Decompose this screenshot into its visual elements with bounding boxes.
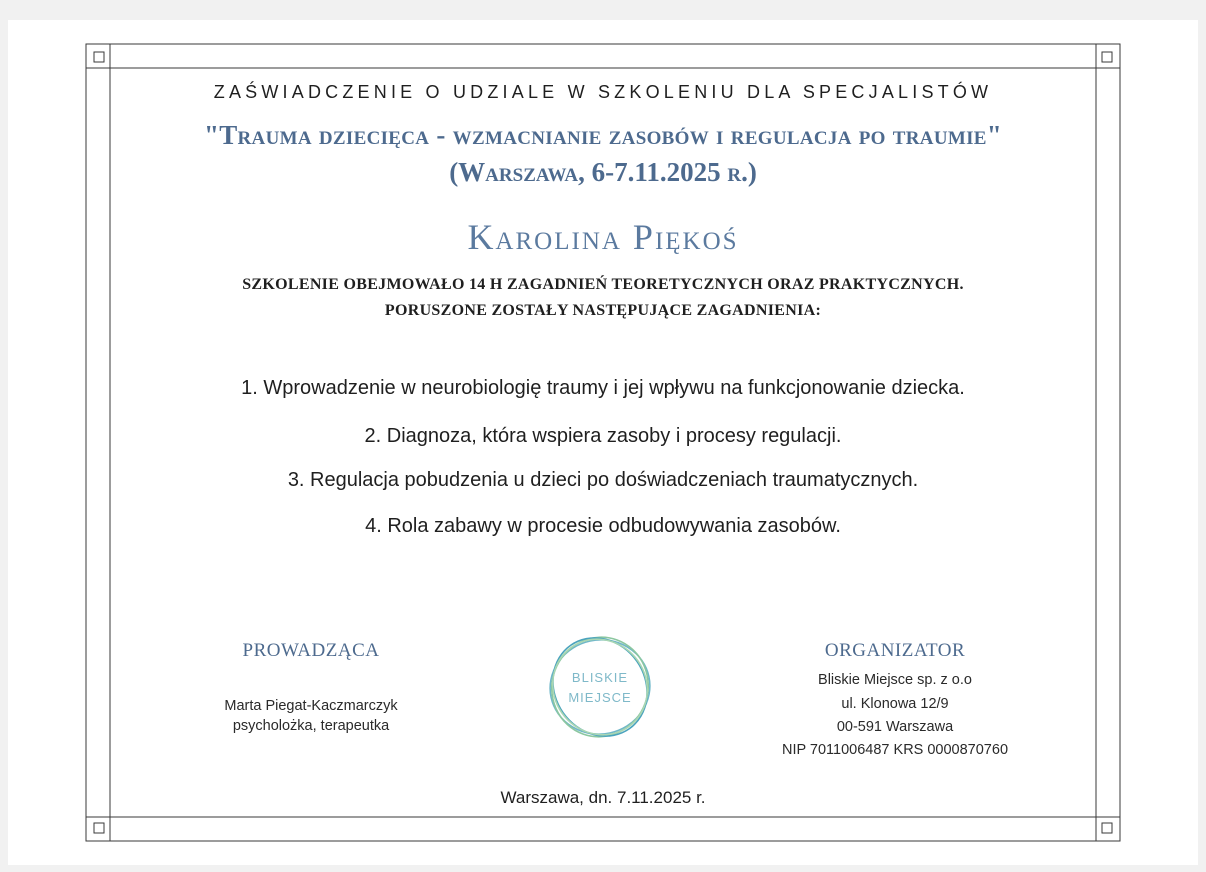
certificate-header: ZAŚWIADCZENIE O UDZIALE W SZKOLENIU DLA SPECJALISTÓW <box>213 82 993 102</box>
topic-item-4: 4. Rola zabawy w procesie odbudowywania zasobów. <box>365 515 841 537</box>
lead-name: Marta Piegat-Kaczmarczyk <box>224 698 398 714</box>
organizer-name: Bliskie Miejsce sp. z o.o <box>818 672 972 688</box>
course-title: "Trauma dziecięca - wzmacnianie zasobów i regulacja po traumie" <box>203 120 1003 150</box>
organizer-city: 00-591 Warszawa <box>836 719 954 735</box>
organizer-street: ul. Klonowa 12/9 <box>841 696 949 712</box>
participant-name: Karolina Piękoś <box>467 217 739 257</box>
course-location-date: (Warszawa, 6-7.11.2025 r.) <box>449 157 757 187</box>
lead-title: PROWADZĄCA <box>242 640 380 661</box>
logo-text-line-1: BLISKIE <box>571 670 629 685</box>
logo-text-line-2: MIEJSCE <box>568 690 632 705</box>
summary-line-1: SZKOLENIE OBEJMOWAŁO 14 H ZAGADNIEŃ TEORETYCZNYCH ORAZ PRAKTYCZNYCH. <box>242 276 964 293</box>
summary-line-2: PORUSZONE ZOSTAŁY NASTĘPUJĄCE ZAGADNIENIA: <box>384 302 822 319</box>
topic-item-1: 1. Wprowadzenie w neurobiologię traumy i jej wpływu na funkcjonowanie dziecka. <box>241 377 965 399</box>
organizer-title: ORGANIZATOR <box>824 640 966 661</box>
organizer-registration: NIP 7011006487 KRS 0000870760 <box>781 742 1009 758</box>
issue-date: Warszawa, dn. 7.11.2025 r. <box>500 788 706 807</box>
lead-role: psycholożka, terapeutka <box>232 718 390 734</box>
topic-item-2: 2. Diagnoza, która wspiera zasoby i procesy regulacji. <box>364 425 842 447</box>
topic-item-3: 3. Regulacja pobudzenia u dzieci po doświadczeniach traumatycznych. <box>287 469 919 491</box>
bliskie-miejsce-logo <box>545 632 655 742</box>
certificate-page <box>8 20 1198 865</box>
